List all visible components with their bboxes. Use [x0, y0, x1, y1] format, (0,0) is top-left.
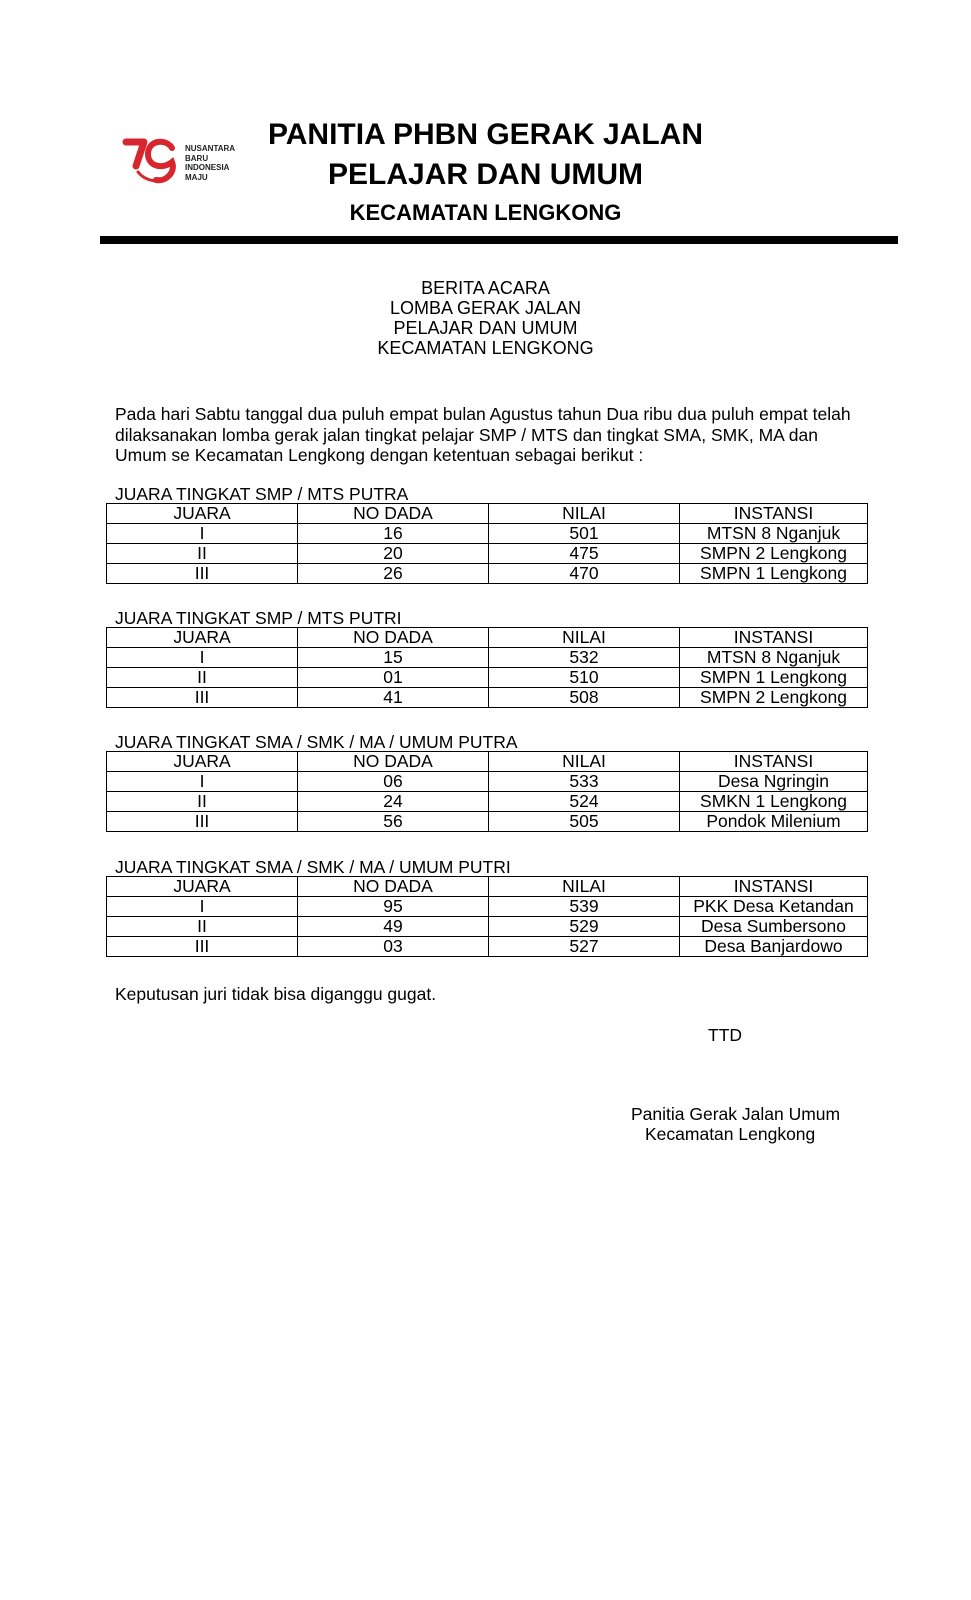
rank-cell: III — [107, 937, 298, 957]
score-cell: 475 — [489, 544, 680, 564]
column-header: INSTANSI — [680, 628, 868, 648]
column-header: JUARA — [107, 877, 298, 897]
rank-cell: II — [107, 668, 298, 688]
bib-number-cell: 95 — [298, 897, 489, 917]
signatory-line1: Panitia Gerak Jalan Umum — [631, 1104, 841, 1124]
logo-line: INDONESIA — [185, 163, 230, 172]
institution-cell: SMPN 2 Lengkong — [680, 544, 868, 564]
score-cell: 539 — [489, 897, 680, 917]
score-cell: 510 — [489, 668, 680, 688]
results-table — [106, 876, 868, 957]
logo-line: MAJU — [185, 172, 208, 182]
bib-number-cell: 03 — [298, 937, 489, 957]
table-row — [107, 897, 868, 917]
column-header: JUARA — [107, 628, 298, 648]
signature-ttd: TTD — [708, 1025, 743, 1045]
section-title: JUARA TINGKAT SMA / SMK / MA / UMUM PUTRA — [115, 732, 518, 752]
column-header: INSTANSI — [680, 504, 868, 524]
doc-heading-line3: PELAJAR DAN UMUM — [393, 318, 578, 338]
institution-cell: SMPN 1 Lengkong — [680, 564, 868, 584]
column-header: NO DADA — [298, 877, 489, 897]
institution-cell: PKK Desa Ketandan — [680, 897, 868, 917]
column-header: NO DADA — [298, 752, 489, 772]
rank-cell: I — [107, 524, 298, 544]
column-header: NILAI — [489, 877, 680, 897]
score-cell: 533 — [489, 772, 680, 792]
score-cell: 529 — [489, 917, 680, 937]
results-table — [106, 751, 868, 832]
logo-line: BARU — [185, 153, 209, 163]
institution-cell: MTSN 8 Nganjuk — [680, 524, 868, 544]
column-header: NILAI — [489, 752, 680, 772]
score-cell: 524 — [489, 792, 680, 812]
rank-cell: II — [107, 792, 298, 812]
header-title-line2: PELAJAR DAN UMUM — [328, 158, 643, 191]
bib-number-cell: 26 — [298, 564, 489, 584]
bib-number-cell: 24 — [298, 792, 489, 812]
bib-number-cell: 16 — [298, 524, 489, 544]
table-row — [107, 937, 868, 957]
bib-number-cell: 15 — [298, 648, 489, 668]
rank-cell: I — [107, 897, 298, 917]
table-header-row — [107, 628, 868, 648]
institution-cell: Desa Ngringin — [680, 772, 868, 792]
column-header: NO DADA — [298, 504, 489, 524]
rank-cell: II — [107, 917, 298, 937]
bib-number-cell: 20 — [298, 544, 489, 564]
doc-heading-line1: BERITA ACARA — [421, 278, 550, 298]
jury-decision-note: Keputusan juri tidak bisa diganggu gugat. — [115, 984, 437, 1004]
table-row — [107, 688, 868, 708]
table-row — [107, 544, 868, 564]
score-cell: 505 — [489, 812, 680, 832]
institution-cell: Desa Sumbersono — [680, 917, 868, 937]
rank-cell: III — [107, 812, 298, 832]
section-title: JUARA TINGKAT SMA / SMK / MA / UMUM PUTRI — [115, 857, 511, 877]
rank-cell: III — [107, 564, 298, 584]
table-header-row — [107, 504, 868, 524]
table-row — [107, 524, 868, 544]
rank-cell: II — [107, 544, 298, 564]
intro-paragraph — [115, 404, 875, 466]
column-header: JUARA — [107, 504, 298, 524]
rank-cell: I — [107, 648, 298, 668]
rank-cell: III — [107, 688, 298, 708]
section-title: JUARA TINGKAT SMP / MTS PUTRA — [115, 484, 409, 504]
bib-number-cell: 01 — [298, 668, 489, 688]
table-row — [107, 564, 868, 584]
table-row — [107, 917, 868, 937]
score-cell: 527 — [489, 937, 680, 957]
results-table — [106, 503, 868, 584]
column-header: JUARA — [107, 752, 298, 772]
institution-cell: Pondok Milenium — [680, 812, 868, 832]
intro-line: dilaksanakan lomba gerak jalan tingkat pelajar SMP / MTS dan tingkat SMA, SMK, MA dan — [115, 424, 818, 445]
bib-number-cell: 06 — [298, 772, 489, 792]
header-title-line1: PANITIA PHBN GERAK JALAN — [267, 118, 703, 151]
table-row — [107, 812, 868, 832]
results-table — [106, 627, 868, 708]
column-header: NO DADA — [298, 628, 489, 648]
institution-cell: SMPN 1 Lengkong — [680, 668, 868, 688]
score-cell: 508 — [489, 688, 680, 708]
score-cell: 470 — [489, 564, 680, 584]
table-row — [107, 772, 868, 792]
column-header: NILAI — [489, 628, 680, 648]
doc-heading-line4: KECAMATAN LENGKONG — [377, 338, 594, 358]
intro-line: Pada hari Sabtu tanggal dua puluh empat bulan Agustus tahun Dua ribu dua puluh empat telah — [115, 404, 851, 424]
score-cell: 501 — [489, 524, 680, 544]
table-header-row — [107, 752, 868, 772]
header-divider — [100, 236, 898, 244]
column-header: NILAI — [489, 504, 680, 524]
institution-cell: SMPN 2 Lengkong — [680, 688, 868, 708]
bib-number-cell: 56 — [298, 812, 489, 832]
column-header: INSTANSI — [680, 877, 868, 897]
signatory-line2: Kecamatan Lengkong — [645, 1124, 816, 1144]
table-row — [107, 792, 868, 812]
intro-line: Umum se Kecamatan Lengkong dengan ketentuan sebagai berikut : — [115, 445, 644, 465]
rank-cell: I — [107, 772, 298, 792]
table-row — [107, 668, 868, 688]
bib-number-cell: 41 — [298, 688, 489, 708]
table-header-row — [107, 877, 868, 897]
institution-cell: MTSN 8 Nganjuk — [680, 648, 868, 668]
institution-cell: SMKN 1 Lengkong — [680, 792, 868, 812]
column-header: INSTANSI — [680, 752, 868, 772]
bib-number-cell: 49 — [298, 917, 489, 937]
score-cell: 532 — [489, 648, 680, 668]
logo-line: NUSANTARA — [185, 144, 236, 153]
header-subtitle: KECAMATAN LENGKONG — [349, 200, 622, 225]
doc-heading-line2: LOMBA GERAK JALAN — [389, 298, 582, 318]
institution-cell: Desa Banjardowo — [680, 937, 868, 957]
section-title: JUARA TINGKAT SMP / MTS PUTRI — [115, 608, 402, 628]
table-row — [107, 648, 868, 668]
